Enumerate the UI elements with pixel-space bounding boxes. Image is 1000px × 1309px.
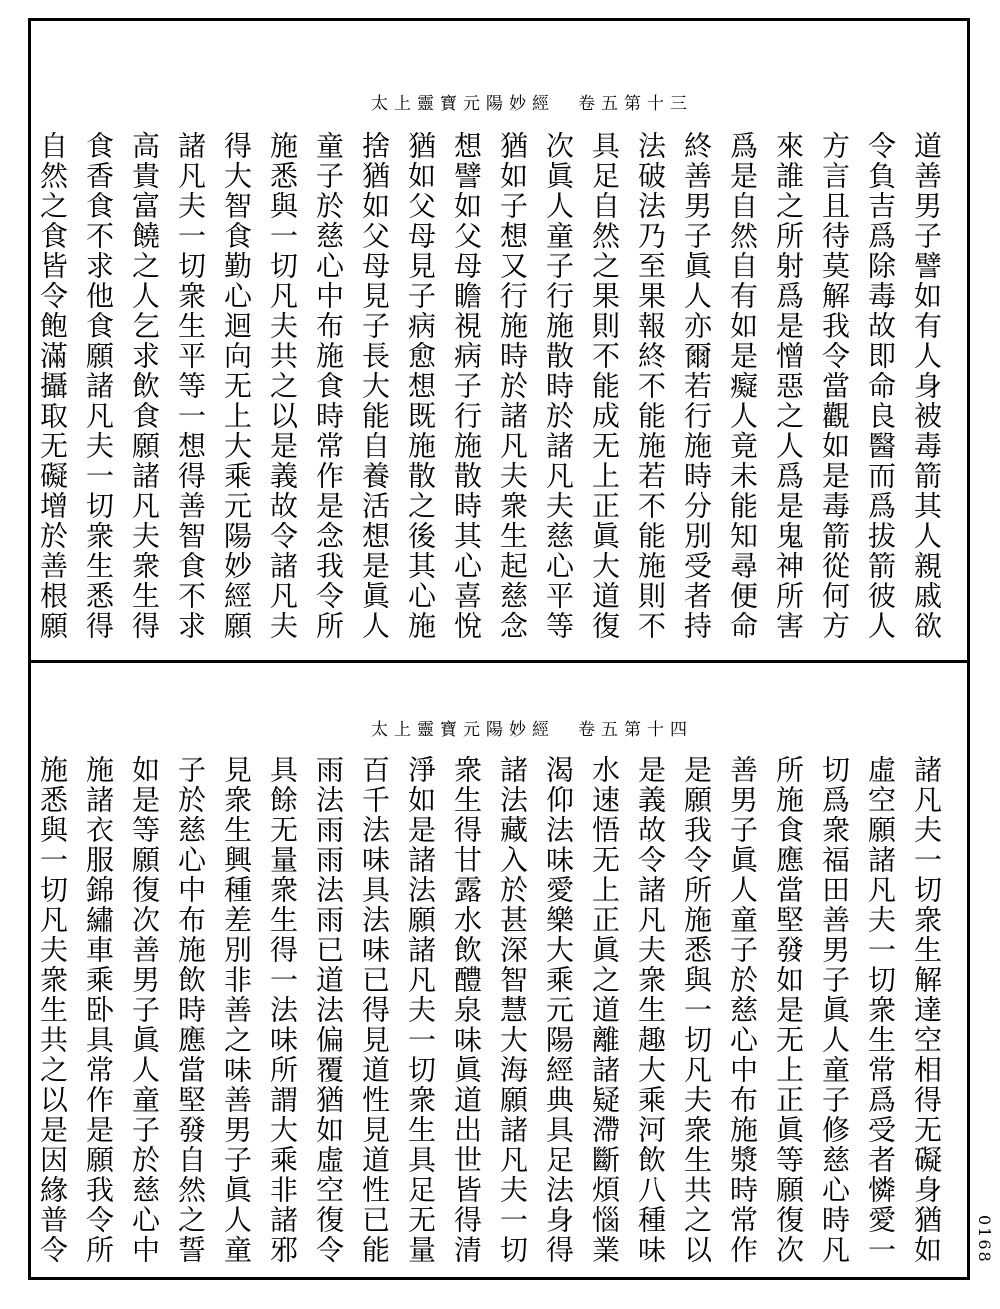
text-column: 施諸衣服錦繡車乘卧具常作是願我令所 — [82, 755, 115, 1265]
text-column: 見衆生興種差別非善之味善男子眞人童 — [220, 755, 253, 1265]
upper-text-columns — [27, 131, 947, 641]
text-column: 衆生得甘露水飲醴泉味眞道出世皆得清 — [450, 755, 483, 1265]
text-column: 施悉與一切凡夫共之以是義故令諸凡夫 — [266, 131, 299, 641]
text-column: 諸法藏入於甚深智慧大海願諸凡夫一切 — [496, 755, 529, 1265]
text-column: 終善男子眞人亦爾若行施時分別受者持 — [680, 131, 713, 641]
text-column: 令負吉爲除毒故即命良醫而爲拔箭彼人 — [864, 131, 897, 641]
upper-page-panel — [28, 18, 970, 663]
text-column: 得大智食勤心迴向无上大乘元陽妙經願 — [220, 131, 253, 641]
text-column: 道善男子譬如有人身被毒箭其人親戚欲 — [910, 131, 943, 641]
text-column: 淨如是諸法願諸凡夫一切衆生具足无量 — [404, 755, 437, 1265]
text-column: 諸凡夫一切衆生平等一想得善智食不求 — [174, 131, 207, 641]
text-column: 虛空願諸凡夫一切衆生常爲受者憐愛一 — [864, 755, 897, 1265]
text-column: 所施食應當堅發如是无上正眞等願復次 — [772, 755, 805, 1265]
text-column: 猶如父母見子病愈想既施散之後其心施 — [404, 131, 437, 641]
text-column: 切爲衆福田善男子眞人童子修慈心時凡 — [818, 755, 851, 1265]
text-column: 法破法乃至果報終不能施若不能施則不 — [634, 131, 667, 641]
text-column: 自然之食皆令飽滿攝取无礙增於善根願 — [36, 131, 69, 641]
text-column: 善男子眞人童子於慈心中布施漿時常作 — [726, 755, 759, 1265]
text-column: 諸凡夫一切衆生解達空相得无礙身猶如 — [910, 755, 943, 1265]
text-column: 是願我令所施悉與一切凡夫衆生共之以 — [680, 755, 713, 1265]
text-column: 子於慈心中布施飲時應當堅發自然之誓 — [174, 755, 207, 1265]
text-column: 雨法雨雨法雨已道法偏覆猶如虛空復令 — [312, 755, 345, 1265]
text-column: 童子於慈心中布施食時常作是念我令所 — [312, 131, 345, 641]
lower-text-columns — [27, 755, 947, 1265]
upper-page-header: 太上靈寶元陽妙經 卷五第十三 — [371, 94, 693, 114]
text-column: 如是等願復次善男子眞人童子於慈心中 — [128, 755, 161, 1265]
text-column: 是義故令諸凡夫衆生趣大乘河飲八種味 — [634, 755, 667, 1265]
text-column: 渴仰法味愛樂大乘元陽經典具足法身得 — [542, 755, 575, 1265]
page-number: 0168 — [975, 1215, 994, 1264]
text-column: 來誰之所射爲是憎惡之人爲是鬼神所害 — [772, 131, 805, 641]
lower-page-header: 太上靈寶元陽妙經 卷五第十四 — [371, 720, 693, 740]
text-column: 捨猶如父母見子長大能自養活想是眞人 — [358, 131, 391, 641]
text-column: 猶如子想又行施時於諸凡夫衆生起慈念 — [496, 131, 529, 641]
text-column: 食香食不求他食願諸凡夫一切衆生悉得 — [82, 131, 115, 641]
text-column: 具餘无量衆生得一法味所謂大乘非諸邪 — [266, 755, 299, 1265]
text-column: 想譬如父母瞻視病子行施散時其心喜悅 — [450, 131, 483, 641]
text-column: 次眞人童子行施散時於諸凡夫慈心平等 — [542, 131, 575, 641]
text-column: 百千法味具法味已得見道性見道性已能 — [358, 755, 391, 1265]
lower-page-panel — [28, 660, 970, 1280]
text-column: 施悉與一切凡夫衆生共之以是因緣普令 — [36, 755, 69, 1265]
text-column: 水速悟无上正眞之道離諸疑滯斷煩惱業 — [588, 755, 621, 1265]
text-column: 方言且待莫解我令當觀如是毒箭從何方 — [818, 131, 851, 641]
text-column: 具足自然之果則不能成无上正眞大道復 — [588, 131, 621, 641]
text-column: 高貴富饒之人乞求飲食願諸凡夫衆生得 — [128, 131, 161, 641]
text-column: 爲是自然自有如是癡人竟未能知尋便命 — [726, 131, 759, 641]
